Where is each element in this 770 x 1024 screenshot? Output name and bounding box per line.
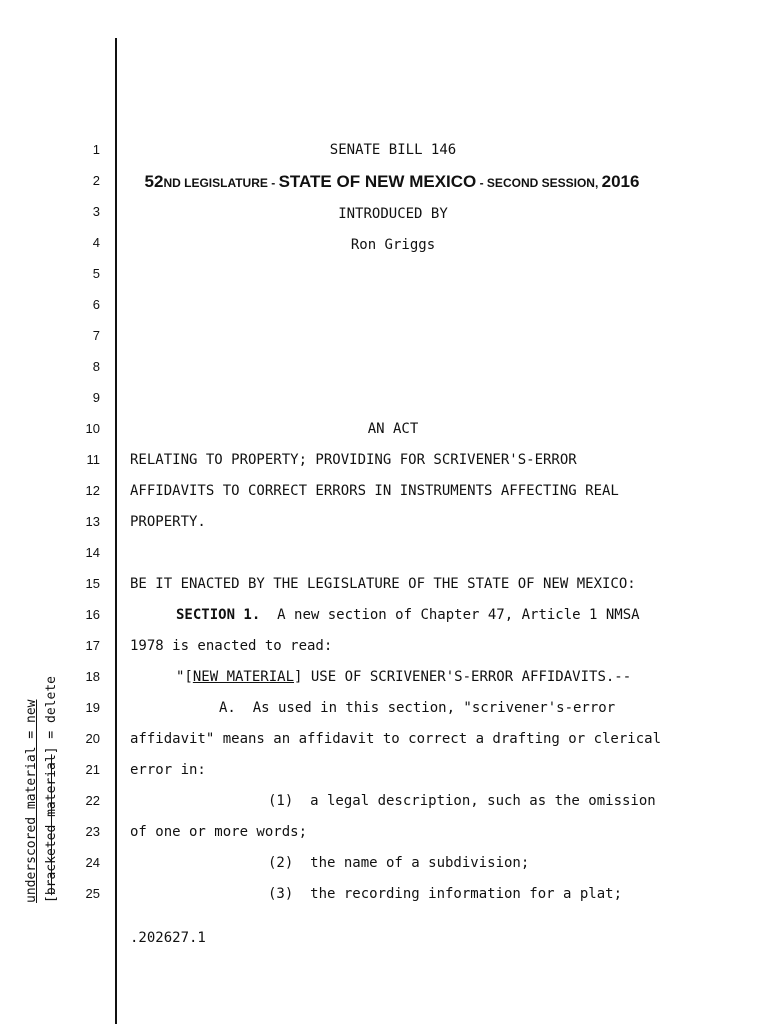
line-number: 16 bbox=[85, 607, 100, 622]
margin-rule bbox=[115, 38, 117, 1024]
bracket-open: "[ bbox=[176, 669, 193, 685]
line-number: 17 bbox=[85, 638, 100, 653]
enacting-clause: BE IT ENACTED BY THE LEGISLATURE OF THE STATE OF NEW MEXICO: bbox=[130, 576, 636, 592]
body-line-22: (1) a legal description, such as the omission bbox=[268, 793, 656, 809]
line-number: 14 bbox=[85, 545, 100, 560]
legislature-heading bbox=[128, 172, 656, 192]
body-line-19: A. As used in this section, "scrivener's-error bbox=[219, 700, 616, 716]
legend-underscored bbox=[24, 700, 39, 904]
line-number: 24 bbox=[85, 855, 100, 870]
body-line-25: (3) the recording information for a plat; bbox=[268, 886, 623, 902]
legend-underscored-text: underscored material = new bbox=[24, 699, 39, 903]
title-line-3: PROPERTY. bbox=[130, 514, 206, 530]
line-number: 21 bbox=[85, 762, 100, 777]
line-number: 25 bbox=[85, 886, 100, 901]
legend-bracketed-text: bracketed material bbox=[44, 754, 59, 896]
body-line-20: affidavit" means an affidavit to correct a drafting or clerical bbox=[130, 731, 662, 747]
legend-bracket-open: [ bbox=[44, 895, 59, 903]
legend-bracketed bbox=[44, 676, 59, 903]
line-number: 12 bbox=[85, 483, 100, 498]
line-number: 11 bbox=[86, 452, 100, 467]
line-number: 20 bbox=[85, 731, 100, 746]
line-number: 23 bbox=[85, 824, 100, 839]
section-caption: ] USE OF SCRIVENER'S-ERROR AFFIDAVITS.-- bbox=[294, 669, 632, 685]
legislature-part1: ND LEGISLATURE - bbox=[163, 176, 279, 190]
body-line-17: 1978 is enacted to read: bbox=[130, 638, 333, 654]
body-line-24: (2) the name of a subdivision; bbox=[268, 855, 530, 871]
session-year: 2016 bbox=[601, 172, 640, 191]
line-number: 10 bbox=[85, 421, 100, 436]
title-line-1: RELATING TO PROPERTY; PROVIDING FOR SCRIVENER'S-ERROR bbox=[130, 452, 577, 468]
title-line-2: AFFIDAVITS TO CORRECT ERRORS IN INSTRUMENTS AFFECTING REAL bbox=[130, 483, 619, 499]
line-number: 1 bbox=[92, 142, 100, 157]
line-number: 3 bbox=[92, 204, 100, 219]
introduced-by: INTRODUCED BY bbox=[338, 206, 448, 222]
line-number: 8 bbox=[92, 359, 100, 374]
line-number: 18 bbox=[85, 669, 100, 684]
line-number: 13 bbox=[85, 514, 100, 529]
line-number: 4 bbox=[92, 235, 100, 250]
section-text: A new section of Chapter 47, Article 1 NMSA bbox=[260, 607, 640, 623]
section-1-line bbox=[176, 607, 640, 623]
legislature-number: 52 bbox=[144, 172, 164, 191]
line-number: 2 bbox=[92, 173, 100, 188]
line-number: 6 bbox=[92, 297, 100, 312]
line-number: 15 bbox=[85, 576, 100, 591]
legend-delete-text: ] = delete bbox=[44, 676, 59, 755]
line-number: 5 bbox=[92, 266, 100, 281]
section-label: SECTION 1. bbox=[176, 607, 261, 623]
line-number: 19 bbox=[85, 700, 100, 715]
line-number: 7 bbox=[92, 328, 100, 343]
body-line-23: of one or more words; bbox=[130, 824, 308, 840]
line-number: 22 bbox=[85, 793, 100, 808]
body-line-21: error in: bbox=[130, 762, 206, 778]
session-label: - SECOND SESSION, bbox=[476, 176, 602, 190]
footer-code: .202627.1 bbox=[130, 930, 206, 946]
sponsor-name: Ron Griggs bbox=[350, 237, 436, 253]
state-name: STATE OF NEW MEXICO bbox=[278, 172, 477, 191]
act-heading: AN ACT bbox=[367, 421, 419, 437]
body-line-18 bbox=[176, 669, 631, 685]
line-number: 9 bbox=[92, 390, 100, 405]
bill-number: SENATE BILL 146 bbox=[329, 142, 457, 158]
new-material-marker: NEW MATERIAL bbox=[192, 669, 295, 685]
